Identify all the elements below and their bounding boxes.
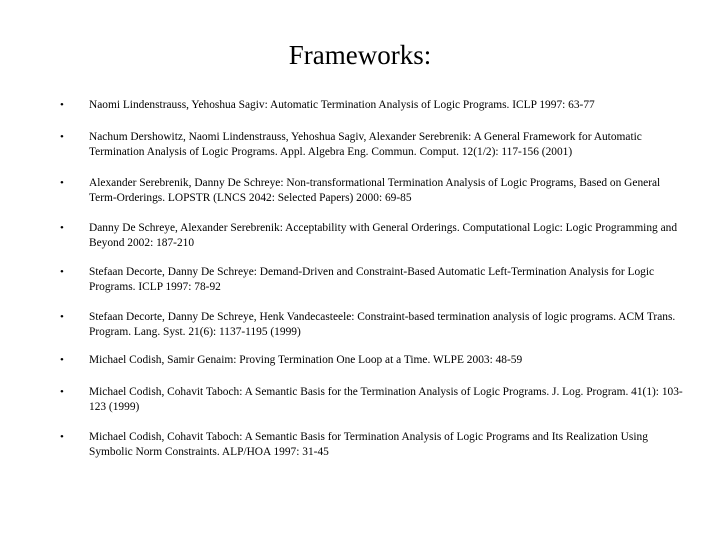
slide-title: Frameworks:: [288, 40, 432, 70]
bullet-icon: •: [60, 431, 64, 443]
reference-text: Naomi Lindenstrauss, Yehoshua Sagiv: Automatic Termination Analysis of Logic Programs. ICLP 1997: 63-77: [89, 99, 595, 111]
reference-text: Stefaan Decorte, Danny De Schreye, Henk Vandecasteele: Constraint-based termination analysis of logic programs. ACM Trans. Program. Lang. Syst. 21(6): 1137-1195 (1999): [89, 311, 676, 338]
reference-text: Michael Codish, Samir Genaim: Proving Termination One Loop at a Time. WLPE 2003: 48-59: [89, 354, 523, 366]
bullet-icon: •: [60, 99, 64, 111]
bullet-icon: •: [60, 311, 64, 323]
bullet-icon: •: [60, 177, 64, 189]
reference-text: Alexander Serebrenik, Danny De Schreye: Non-transformational Termination Analysis of Logic Programs, Based on General Term-Orderings. LOPSTR (LNCS 2042: Selected Papers) 2000: 69-85: [89, 177, 661, 204]
bullet-icon: •: [60, 386, 64, 398]
bullet-icon: •: [60, 222, 64, 234]
bullet-icon: •: [60, 131, 64, 143]
bullet-icon: •: [60, 266, 64, 278]
reference-text: Stefaan Decorte, Danny De Schreye: Demand-Driven and Constraint-Based Automatic Left-Termination Analysis for Logic Programs. ICLP 1997: 78-92: [89, 266, 655, 293]
reference-text: Nachum Dershowitz, Naomi Lindenstrauss, Yehoshua Sagiv, Alexander Serebrenik: A General Framework for Automatic Termination Analysis of Logic Programs. Appl. Algebra Eng. Commun. Comput. 12(1/2): 117-156 (2001): [89, 131, 642, 158]
bullet-icon: •: [60, 354, 64, 366]
reference-text: Danny De Schreye, Alexander Serebrenik: Acceptability with General Orderings. Computational Logic: Logic Programming and Beyond 2002: 187-210: [89, 222, 678, 249]
reference-text: Michael Codish, Cohavit Taboch: A Semantic Basis for the Termination Analysis of Logic Programs. J. Log. Program. 41(1): 103-123 (1999): [89, 386, 683, 413]
reference-text: Michael Codish, Cohavit Taboch: A Semantic Basis for Termination Analysis of Logic Programs and Its Realization Using Symbolic Norm Constraints. ALP/HOA 1997: 31-45: [89, 431, 648, 458]
